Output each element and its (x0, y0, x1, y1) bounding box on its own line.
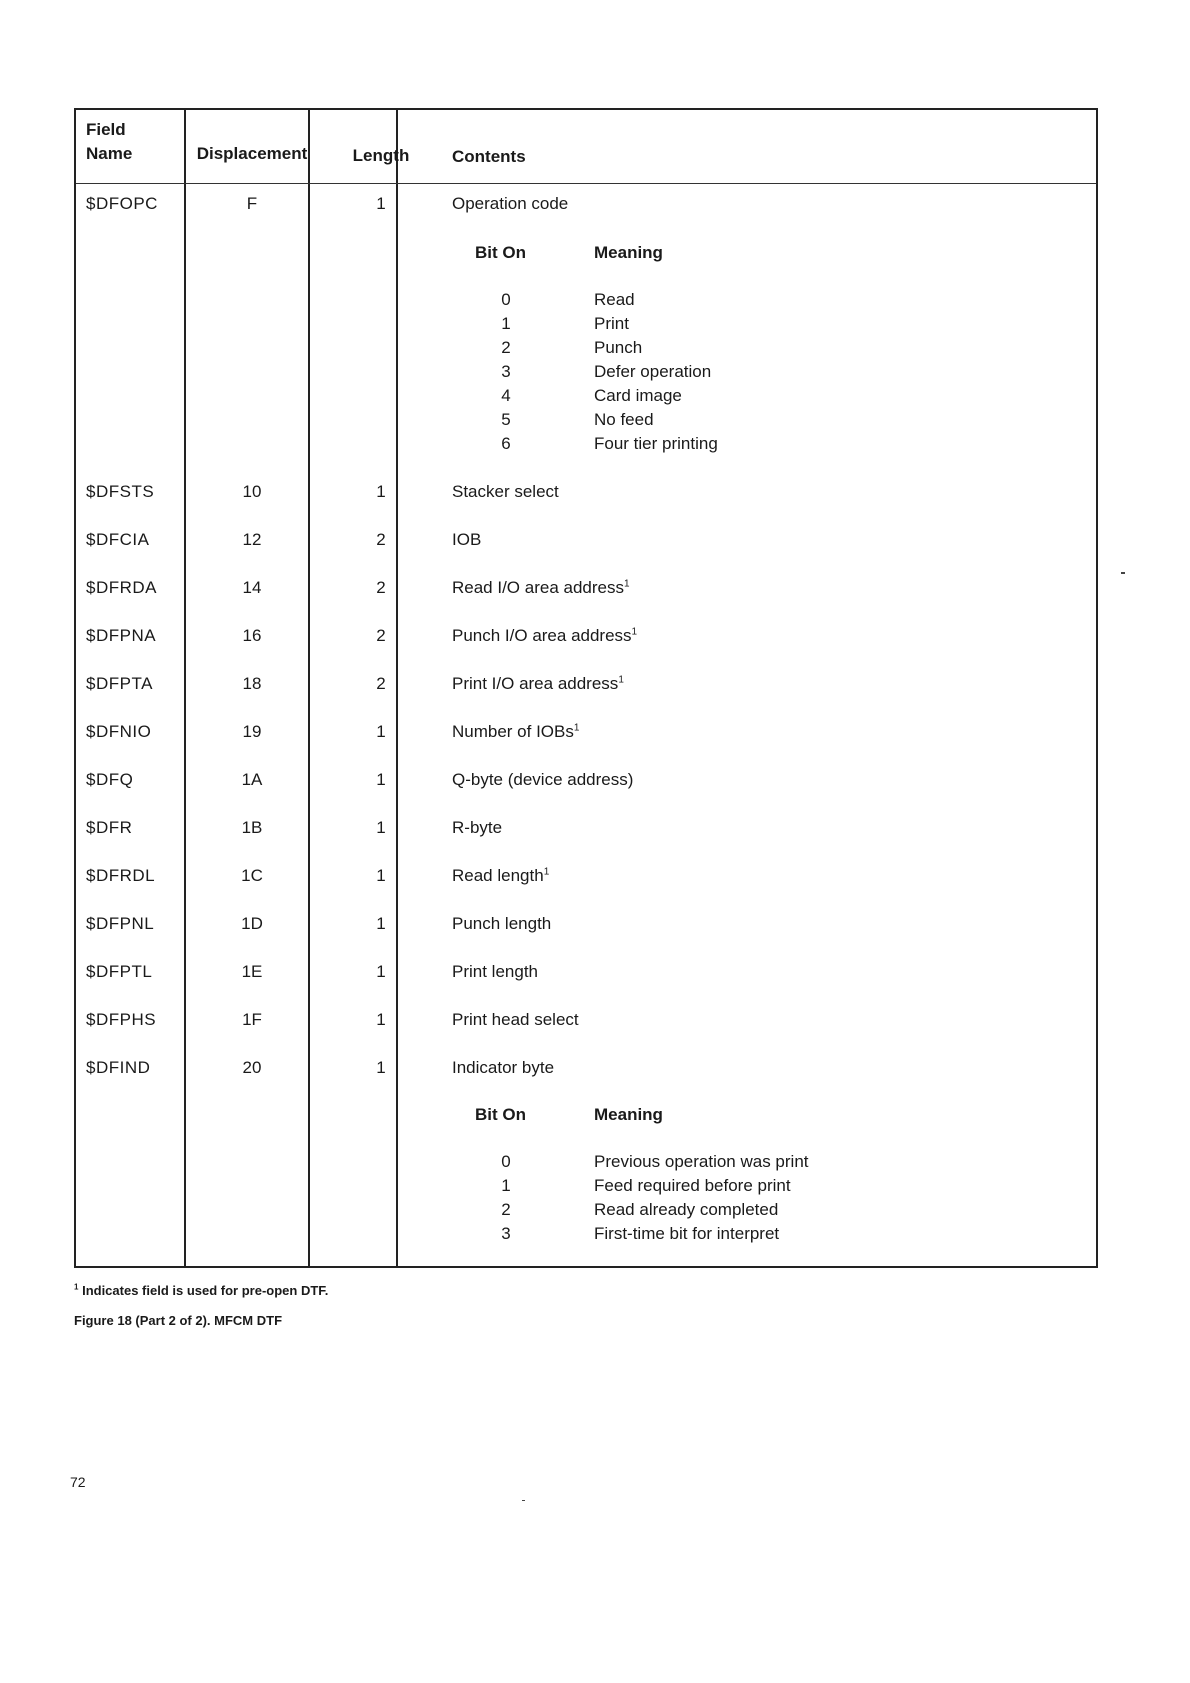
length-value: 1 (376, 962, 386, 981)
opc-bit-row (76, 338, 1096, 362)
table-row (76, 722, 1096, 752)
bit-number: 6 (501, 434, 511, 453)
field-name: $DFCIA (86, 530, 150, 549)
displacement-value: 18 (242, 674, 262, 693)
footnote-text: Indicates field is used for pre-open DTF. (82, 1283, 329, 1298)
footnote-ref: 1 (623, 578, 630, 590)
bit-number: 1 (501, 1176, 511, 1195)
bit-meaning: Punch (594, 338, 643, 357)
contents-value: Punch I/O area address$^1$ (452, 626, 638, 645)
table-row (76, 626, 1096, 656)
bit-number: 0 (501, 1152, 511, 1171)
field-name: $DFPTL (86, 962, 153, 981)
table-row (76, 1058, 1096, 1088)
field-name: $DFPNA (86, 626, 157, 645)
contents-value: Punch length (452, 914, 552, 933)
contents-value: Print length (452, 962, 538, 981)
bit-meaning: Defer operation (594, 362, 712, 381)
footnote-mark: 1 (74, 1282, 79, 1292)
displacement-value: 1F (242, 1010, 262, 1029)
ind-bit-row (76, 1200, 1096, 1224)
footnote-ref: 1 (618, 674, 624, 686)
displacement-value: 12 (242, 530, 262, 549)
table-row (76, 866, 1096, 896)
contents-value: Print I/O area address$^1$ (452, 674, 624, 693)
displacement-value: 1D (241, 914, 263, 933)
opc-bit-row (76, 290, 1096, 314)
bit-meaning: Previous operation was print (594, 1152, 809, 1171)
bit-meaning: Read already completed (594, 1200, 779, 1219)
length-value: 2 (376, 626, 386, 645)
contents-value: Read length$^1$ (452, 866, 550, 885)
displacement-value: 14 (242, 578, 262, 597)
contents-value: Print head select (452, 1010, 579, 1029)
bit-number: 2 (501, 1200, 511, 1219)
displacement-value: 1A (241, 770, 263, 789)
contents-value: Q-byte (device address) (452, 770, 634, 789)
bit-number: 5 (501, 410, 511, 429)
table-row (76, 962, 1096, 992)
ind-bit-row (76, 1224, 1096, 1248)
header-divider (76, 183, 1096, 184)
length-value: 1 (376, 194, 386, 213)
field-name: $DFR (86, 818, 133, 837)
footnote-ref: 1 (543, 866, 550, 878)
opc-bit-row (76, 314, 1096, 338)
length-value: 2 (376, 674, 386, 693)
length-value: 1 (376, 1010, 386, 1029)
contents-value: Operation code (452, 194, 569, 213)
length-value: 1 (376, 482, 386, 501)
header-field-line2: Name (86, 144, 133, 163)
bit-meaning: Read (594, 290, 635, 309)
displacement-value: 19 (242, 722, 262, 741)
opc-bit-row (76, 410, 1096, 434)
field-name: $DFPNL (86, 914, 155, 933)
header-length: Length (352, 146, 410, 165)
field-name: $DFOPC (86, 194, 158, 213)
field-name: $DFRDL (86, 866, 156, 885)
contents-value: Number of IOBs$^1$ (452, 722, 580, 741)
header-contents: Contents (452, 147, 526, 166)
ind-bit-row (76, 1152, 1096, 1176)
field-name: $DFQ (86, 770, 134, 789)
bit-meaning: Print (594, 314, 629, 333)
bit-number: 0 (501, 290, 511, 309)
header-field-name (86, 118, 132, 166)
footnote (74, 1283, 328, 1298)
opc-bit-row (76, 434, 1096, 458)
opc-bit-row (76, 386, 1096, 410)
contents-value: Stacker select (452, 482, 559, 501)
bit-number: 2 (501, 338, 511, 357)
length-value: 1 (376, 722, 386, 741)
bit-on-heading: Bit On (475, 243, 526, 262)
displacement-value: 1B (241, 818, 263, 837)
bit-meaning: Card image (594, 386, 682, 405)
bit-number: 3 (501, 1224, 511, 1243)
displacement-value: 1E (241, 962, 263, 981)
bit-meaning: Feed required before print (594, 1176, 791, 1195)
header-displacement: Displacement (196, 144, 308, 163)
bit-meaning: No feed (594, 410, 654, 429)
ind-bit-row (76, 1176, 1096, 1200)
bit-meaning: First-time bit for interpret (594, 1224, 780, 1243)
bit-meaning: Four tier printing (594, 434, 718, 453)
contents-value: Indicator byte (452, 1058, 555, 1077)
field-name: $DFRDA (86, 578, 158, 597)
meaning-heading: Meaning (594, 243, 663, 262)
bit-number: 3 (501, 362, 511, 381)
table-row (76, 194, 1096, 224)
bit-number: 4 (501, 386, 511, 405)
displacement-value: F (246, 194, 258, 213)
length-value: 2 (376, 530, 386, 549)
contents-value: Read I/O area address$^1$ (452, 578, 630, 597)
field-name: $DFPHS (86, 1010, 157, 1029)
length-value: 1 (376, 866, 386, 885)
field-name: $DFIND (86, 1058, 151, 1077)
displacement-value: 16 (242, 626, 262, 645)
header-field-line1: Field (86, 120, 126, 139)
contents-value: R-byte (452, 818, 503, 837)
length-value: 2 (376, 578, 386, 597)
field-name: $DFSTS (86, 482, 155, 501)
displacement-value: 1C (241, 866, 263, 885)
meaning-heading: Meaning (594, 1105, 663, 1124)
table-row (76, 530, 1096, 560)
length-value: 1 (376, 770, 386, 789)
field-table (74, 108, 1098, 1268)
field-name: $DFPTA (86, 674, 153, 693)
table-row (76, 1010, 1096, 1040)
scan-speck (522, 1500, 525, 1501)
contents-value: IOB (452, 530, 482, 549)
length-value: 1 (376, 914, 386, 933)
scan-speck (1121, 572, 1125, 574)
displacement-value: 20 (242, 1058, 262, 1077)
opc-bit-row (76, 362, 1096, 386)
table-row (76, 674, 1096, 704)
bit-on-heading: Bit On (475, 1105, 526, 1124)
length-value: 1 (376, 818, 386, 837)
table-row (76, 818, 1096, 848)
figure-caption: Figure 18 (Part 2 of 2). MFCM DTF (74, 1313, 283, 1328)
field-name: $DFNIO (86, 722, 152, 741)
table-row (76, 914, 1096, 944)
footnote-ref: 1 (573, 722, 580, 734)
bit-number: 1 (501, 314, 511, 333)
page-number: 72 (70, 1474, 86, 1490)
table-row (76, 482, 1096, 512)
length-value: 1 (376, 1058, 386, 1077)
table-row (76, 578, 1096, 608)
footnote-ref: 1 (631, 626, 638, 638)
displacement-value: 10 (242, 482, 262, 501)
table-row (76, 770, 1096, 800)
